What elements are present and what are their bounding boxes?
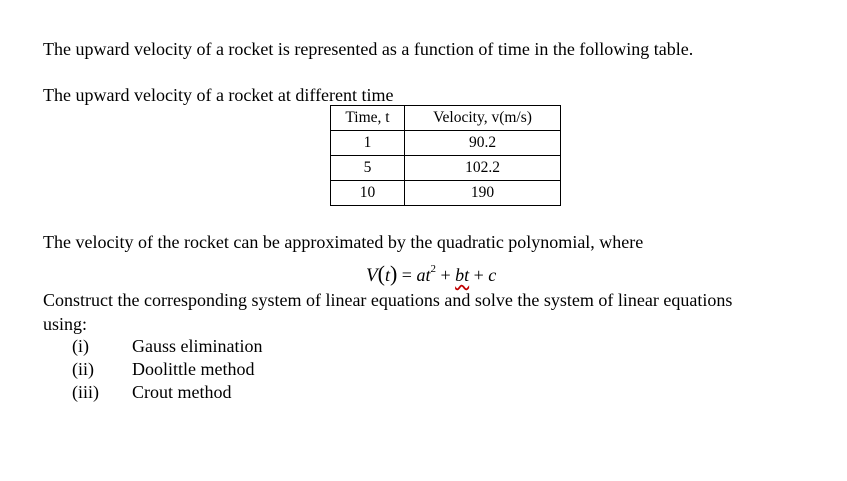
table-row <box>331 156 561 181</box>
approx-text: The velocity of the rocket can be approximated by the quadratic polynomial, where <box>43 232 644 252</box>
list-item-text: Crout method <box>132 382 232 402</box>
cell-time: 5 <box>331 156 405 181</box>
task-text-continued: using: <box>43 314 88 334</box>
formula-term-b: bt <box>455 265 470 285</box>
formula-term-a: at <box>416 265 431 285</box>
formula-paren: ) <box>389 261 398 286</box>
header-velocity: Velocity, v(m/s) <box>405 106 561 131</box>
task-text: Construct the corresponding system of linear equations and solve the system of linear equations <box>43 290 733 310</box>
intro-text: The upward velocity of a rocket is represented as a function of time in the following table. <box>43 39 694 59</box>
cell-time: 10 <box>331 181 405 206</box>
formula-lhs: V <box>366 265 378 286</box>
list-item-number: (iii) <box>72 382 99 402</box>
formula-arg: t <box>384 265 390 285</box>
cell-velocity: 90.2 <box>405 131 561 156</box>
header-time: Time, t <box>331 106 405 131</box>
list-item-number: (i) <box>72 336 89 356</box>
table-row <box>331 131 561 156</box>
list-item-text: Doolittle method <box>132 359 255 379</box>
list-item-text: Gauss elimination <box>132 336 263 356</box>
list-item-number: (ii) <box>72 359 94 379</box>
cell-velocity: 190 <box>405 181 561 206</box>
formula-paren: ( <box>377 261 385 286</box>
table-row <box>331 181 561 206</box>
table-header-row <box>331 106 561 131</box>
quadratic-formula: $V(t) = at^2$ + bt + c <box>366 261 497 286</box>
formula-term-c: c <box>488 265 497 285</box>
table-caption: The upward velocity of a rocket at different time <box>43 85 394 105</box>
formula-exponent: 2 <box>430 263 436 275</box>
velocity-table <box>330 105 561 206</box>
cell-time: 1 <box>331 131 405 156</box>
cell-velocity: 102.2 <box>405 156 561 181</box>
